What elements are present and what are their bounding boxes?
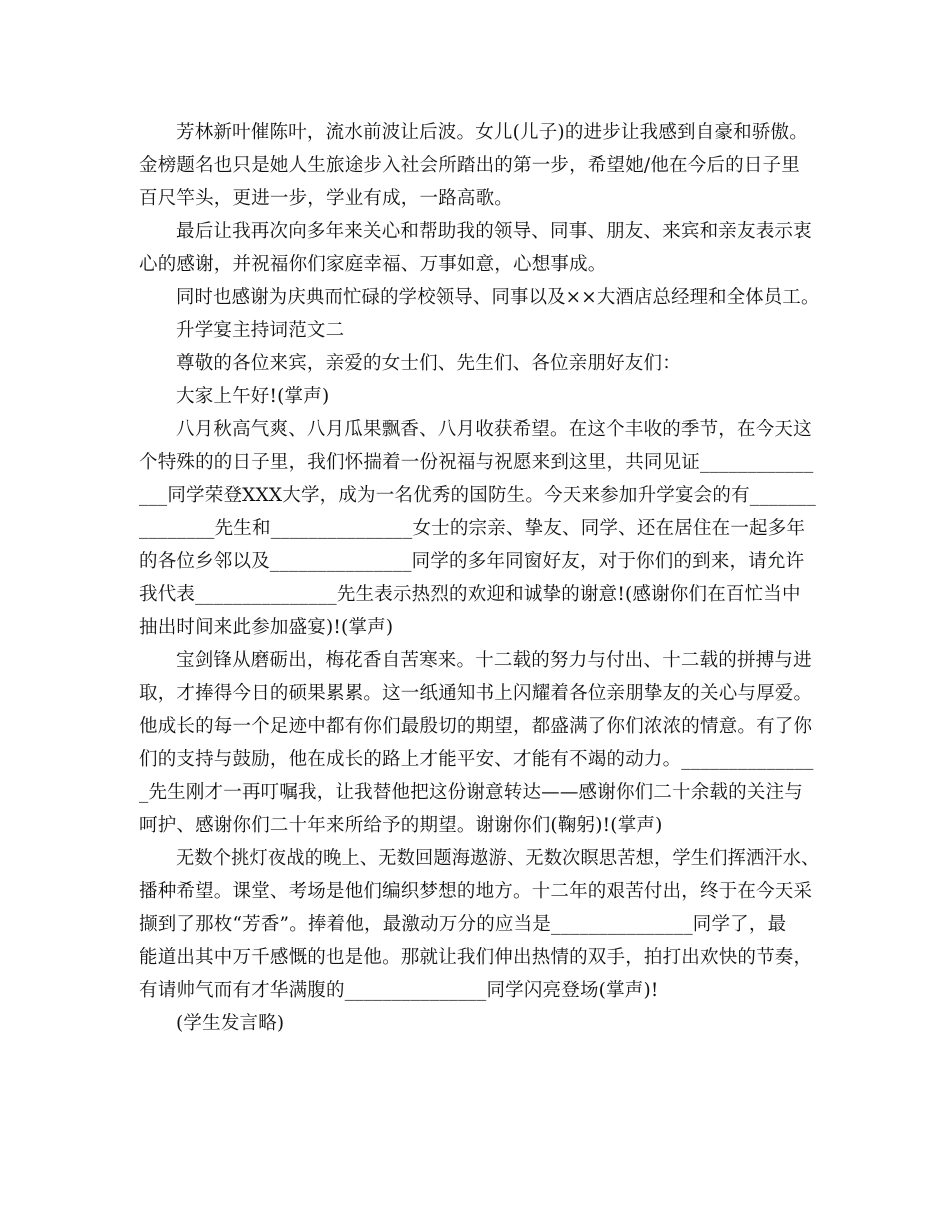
paragraph-line: 们的支持与鼓励，他在成长的路上才能平安、才能有不竭的动力。______________ [139, 749, 814, 770]
paragraph-line: _先生刚才一再叮嘱我，让我替他把这份谢意转达——感谢你们二十余载的关注与 [139, 782, 803, 803]
paragraph-line: 大家上午好!(掌声) [176, 386, 330, 407]
paragraph-line: 芳林新叶催陈叶，流水前波让后波。女儿(儿子)的进步让我感到自豪和骄傲。 [176, 122, 808, 143]
paragraph-line: 尊敬的各位来宾，亲爱的女士们、先生们、各位亲朋好友们： [176, 353, 681, 374]
paragraph-line: 播种希望。课堂、考场是他们编织梦想的地方。十二年的艰苦付出，终于在今天采 [139, 881, 813, 902]
paragraph-line: 能道出其中万千感慨的也是他。那就让我们伸出热情的双手，拍打出欢快的节奏， [139, 947, 813, 968]
paragraph-line: 最后让我再次向多年来关心和帮助我的领导、同事、朋友、来宾和亲友表示衷 [176, 221, 812, 242]
paragraph-line: 同时也感谢为庆典而忙碌的学校领导、同事以及××大酒店总经理和全体员工。 [176, 287, 820, 308]
paragraph-line: 我代表_______________先生表示热烈的欢迎和诚挚的谢意!(感谢你们在百忙当中 [139, 584, 801, 605]
paragraph-line: 无数个挑灯夜战的晚上、无数回题海遨游、无数次瞑思苦想，学生们挥洒汗水、 [176, 848, 820, 869]
section-heading: 升学宴主持词范文二 [176, 320, 345, 341]
paragraph-line: 撷到了那枚“芳香”。捧着他，最激动万分的应当是_______________同学了，最 [139, 914, 787, 935]
paragraph-line: 金榜题名也只是她人生旅途步入社会所踏出的第一步，希望她/他在今后的日子里 [139, 155, 800, 176]
paragraph-line: 呵护、感谢你们二十年来所给予的期望。谢谢你们(鞠躬)!(掌声) [139, 815, 663, 836]
paragraph-line: 宝剑锋从磨砺出，梅花香自苦寒来。十二载的努力与付出、十二载的拼搏与进 [176, 650, 812, 671]
paragraph-line: 他成长的每一个足迹中都有你们最殷切的期望，都盛满了你们浓浓的情意。有了你 [139, 716, 813, 737]
paragraph-line: (学生发言略) [176, 1013, 285, 1034]
paragraph-line: 的各位乡邻以及_______________同学的多年同窗好友，对于你们的到来，请允许 [139, 551, 805, 572]
paragraph-line: 抽出时间来此参加盛宴)!(掌声) [139, 617, 394, 638]
paragraph-line: 取，才捧得今日的硕果累累。这一纸通知书上闪耀着各位亲朋挚友的关心与厚爱。 [139, 683, 813, 704]
paragraph-line: 百尺竿头，更进一步，学业有成，一路高歌。 [139, 188, 514, 209]
paragraph-line: 个特殊的的日子里，我们怀揣着一份祝福与祝愿来到这里，共同见证____________ [139, 452, 814, 473]
paragraph-line: 心的感谢，并祝福你们家庭幸福、万事如意，心想事成。 [139, 254, 607, 275]
paragraph-line: 有请帅气而有才华满腹的_______________同学闪亮登场(掌声)! [139, 980, 659, 1001]
paragraph-line: ________先生和_______________女士的宗亲、挚友、同学、还在居住在一起多年 [139, 518, 806, 539]
paragraph-line: 八月秋高气爽、八月瓜果飘香、八月收获希望。在这个丰收的季节，在今天这 [176, 419, 812, 440]
paragraph-line: ___同学荣登XXX大学，成为一名优秀的国防生。今天来参加升学宴会的有_______ [139, 485, 816, 506]
